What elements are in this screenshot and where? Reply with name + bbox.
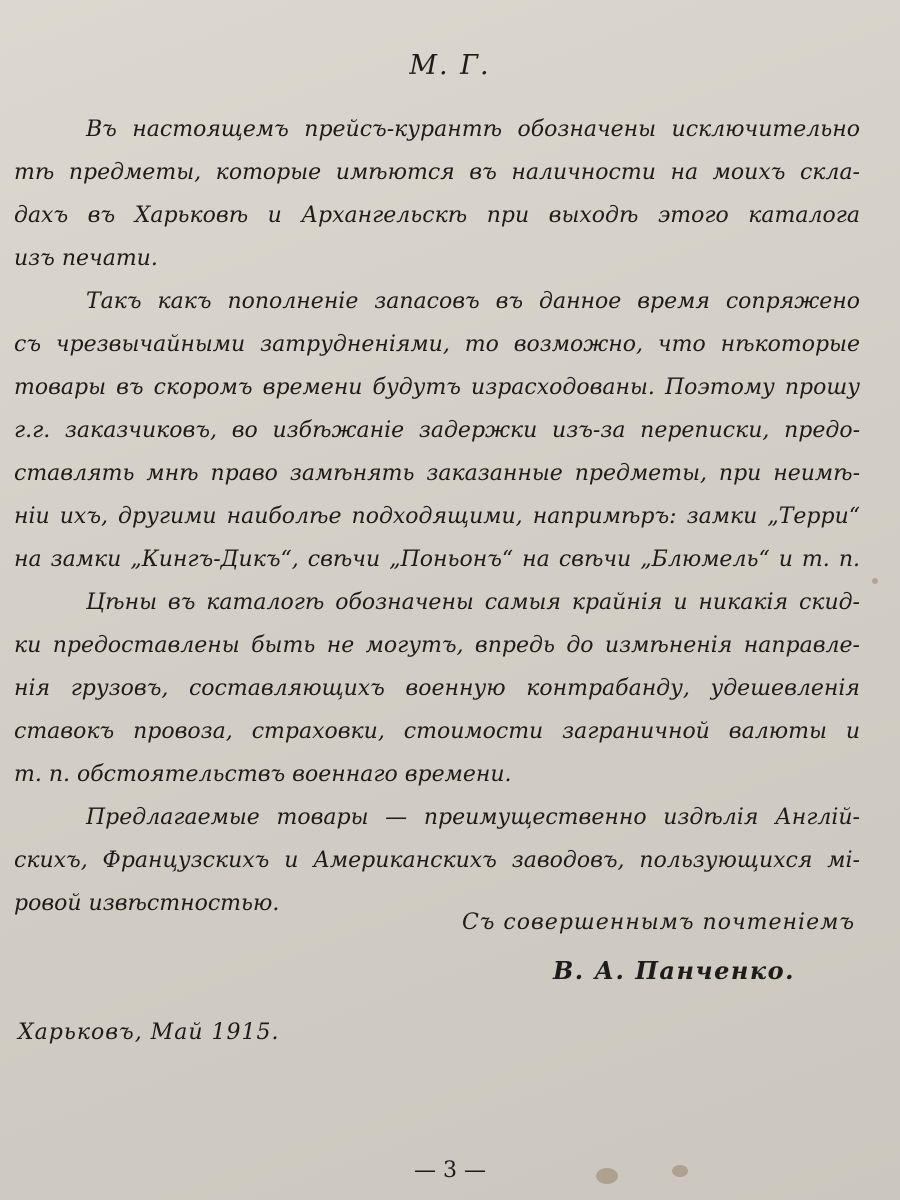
text-line: скихъ, Французскихъ и Американскихъ заводовъ, пользующихся мі- xyxy=(14,848,860,873)
text-line: ставлять мнѣ право замѣнять заказанные предметы, при неимѣ- xyxy=(14,461,860,486)
letter-body xyxy=(14,108,860,925)
salutation: М. Г. xyxy=(409,50,491,81)
text-line: т. п. обстоятельствъ военнаго времени. xyxy=(14,762,512,787)
text-line: ніи ихъ, другими наиболѣе подходящими, напримѣръ: замки „Терри“ xyxy=(14,504,860,529)
paper-stain xyxy=(672,1165,688,1177)
page-number: — 3 — xyxy=(414,1158,486,1183)
text-line: товары въ скоромъ времени будутъ израсходованы. Поэтому прошу xyxy=(14,375,860,400)
text-line: съ чрезвычайными затрудненіями, то возможно, что нѣкоторые xyxy=(14,332,860,357)
text-line: Въ настоящемъ прейсъ-курантѣ обозначены исключительно xyxy=(86,117,860,142)
closing-phrase: Съ совершеннымъ почтеніемъ xyxy=(461,910,855,935)
text-line: дахъ въ Харьковѣ и Архангельскѣ при выходѣ этого каталога xyxy=(14,203,860,228)
paper-stain xyxy=(872,578,878,584)
text-line: Цѣны въ каталогѣ обозначены самыя крайнія и никакія скид- xyxy=(86,590,860,615)
place-date: Харьковъ, Май 1915. xyxy=(18,1020,280,1045)
paper-stain xyxy=(596,1168,618,1184)
text-line: Предлагаемые товары — преимущественно издѣлія Англій- xyxy=(86,805,860,830)
text-line: нія грузовъ, составляющихъ военную контрабанду, удешевленія xyxy=(14,676,860,701)
text-line: г.г. заказчиковъ, во избѣжаніе задержки изъ-за переписки, предо- xyxy=(14,418,860,443)
text-line: на замки „Кингъ-Дикъ“, свѣчи „Поньонъ“ на свѣчи „Блюмель“ и т. п. xyxy=(14,547,860,572)
text-line: ки предоставлены быть не могутъ, впредь до измѣненія направле- xyxy=(14,633,860,658)
text-line: изъ печати. xyxy=(14,246,158,271)
text-line: тѣ предметы, которые имѣются въ наличности на моихъ скла- xyxy=(14,160,860,185)
text-line: Такъ какъ пополненіе запасовъ въ данное время сопряжено xyxy=(86,289,860,314)
text-line: ровой извѣстностью. xyxy=(14,891,280,916)
signature: В. А. Панченко. xyxy=(552,956,795,985)
text-line: ставокъ провоза, страховки, стоимости заграничной валюты и xyxy=(14,719,860,744)
